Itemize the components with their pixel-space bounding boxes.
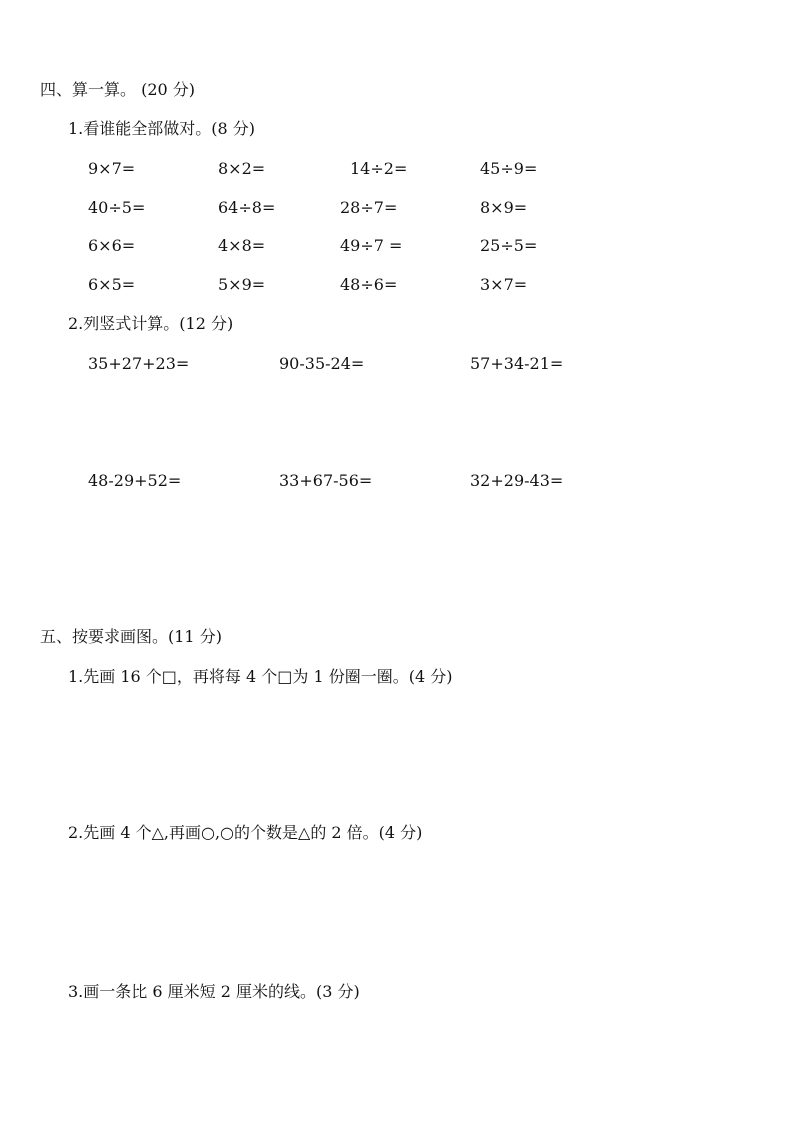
oral-problem: 48÷6= — [340, 275, 398, 294]
oral-problem: 40÷5= — [88, 198, 146, 217]
oral-problem: 49÷7 = — [340, 236, 403, 255]
oral-problem: 3×7= — [480, 275, 528, 294]
vertical-calc-problem: 35+27+23= — [88, 354, 190, 373]
oral-problem: 14÷2= — [350, 159, 408, 178]
vertical-calc-problem: 48-29+52= — [88, 471, 182, 490]
oral-problem: 6×5= — [88, 275, 136, 294]
oral-problem: 28÷7= — [340, 198, 398, 217]
oral-problem: 45÷9= — [480, 159, 538, 178]
section4-title: 四、算一算。 (20 分) — [40, 80, 196, 99]
oral-problem: 5×9= — [218, 275, 266, 294]
section5-question-3: 3.画一条比 6 厘米短 2 厘米的线。(3 分) — [68, 982, 360, 1001]
oral-problem: 64÷8= — [218, 198, 276, 217]
vertical-calc-problem: 32+29-43= — [470, 471, 564, 490]
oral-problem: 8×9= — [480, 198, 528, 217]
section5-question-2: 2.先画 4 个△,再画○,○的个数是△的 2 倍。(4 分) — [68, 823, 423, 842]
oral-problem: 25÷5= — [480, 236, 538, 255]
section4-part1-title: 1.看谁能全部做对。(8 分) — [68, 119, 256, 138]
oral-problem: 4×8= — [218, 236, 266, 255]
section5-title: 五、按要求画图。(11 分) — [40, 627, 222, 646]
section5-question-1: 1.先画 16 个□，再将每 4 个□为 1 份圈一圈。(4 分) — [68, 667, 453, 686]
oral-problem: 6×6= — [88, 236, 136, 255]
section4-part2-title: 2.列竖式计算。(12 分) — [68, 314, 234, 333]
vertical-calc-problem: 57+34-21= — [470, 354, 564, 373]
vertical-calc-problem: 33+67-56= — [279, 471, 373, 490]
oral-problem: 9×7= — [88, 159, 136, 178]
oral-problem: 8×2= — [218, 159, 266, 178]
vertical-calc-problem: 90-35-24= — [279, 354, 365, 373]
